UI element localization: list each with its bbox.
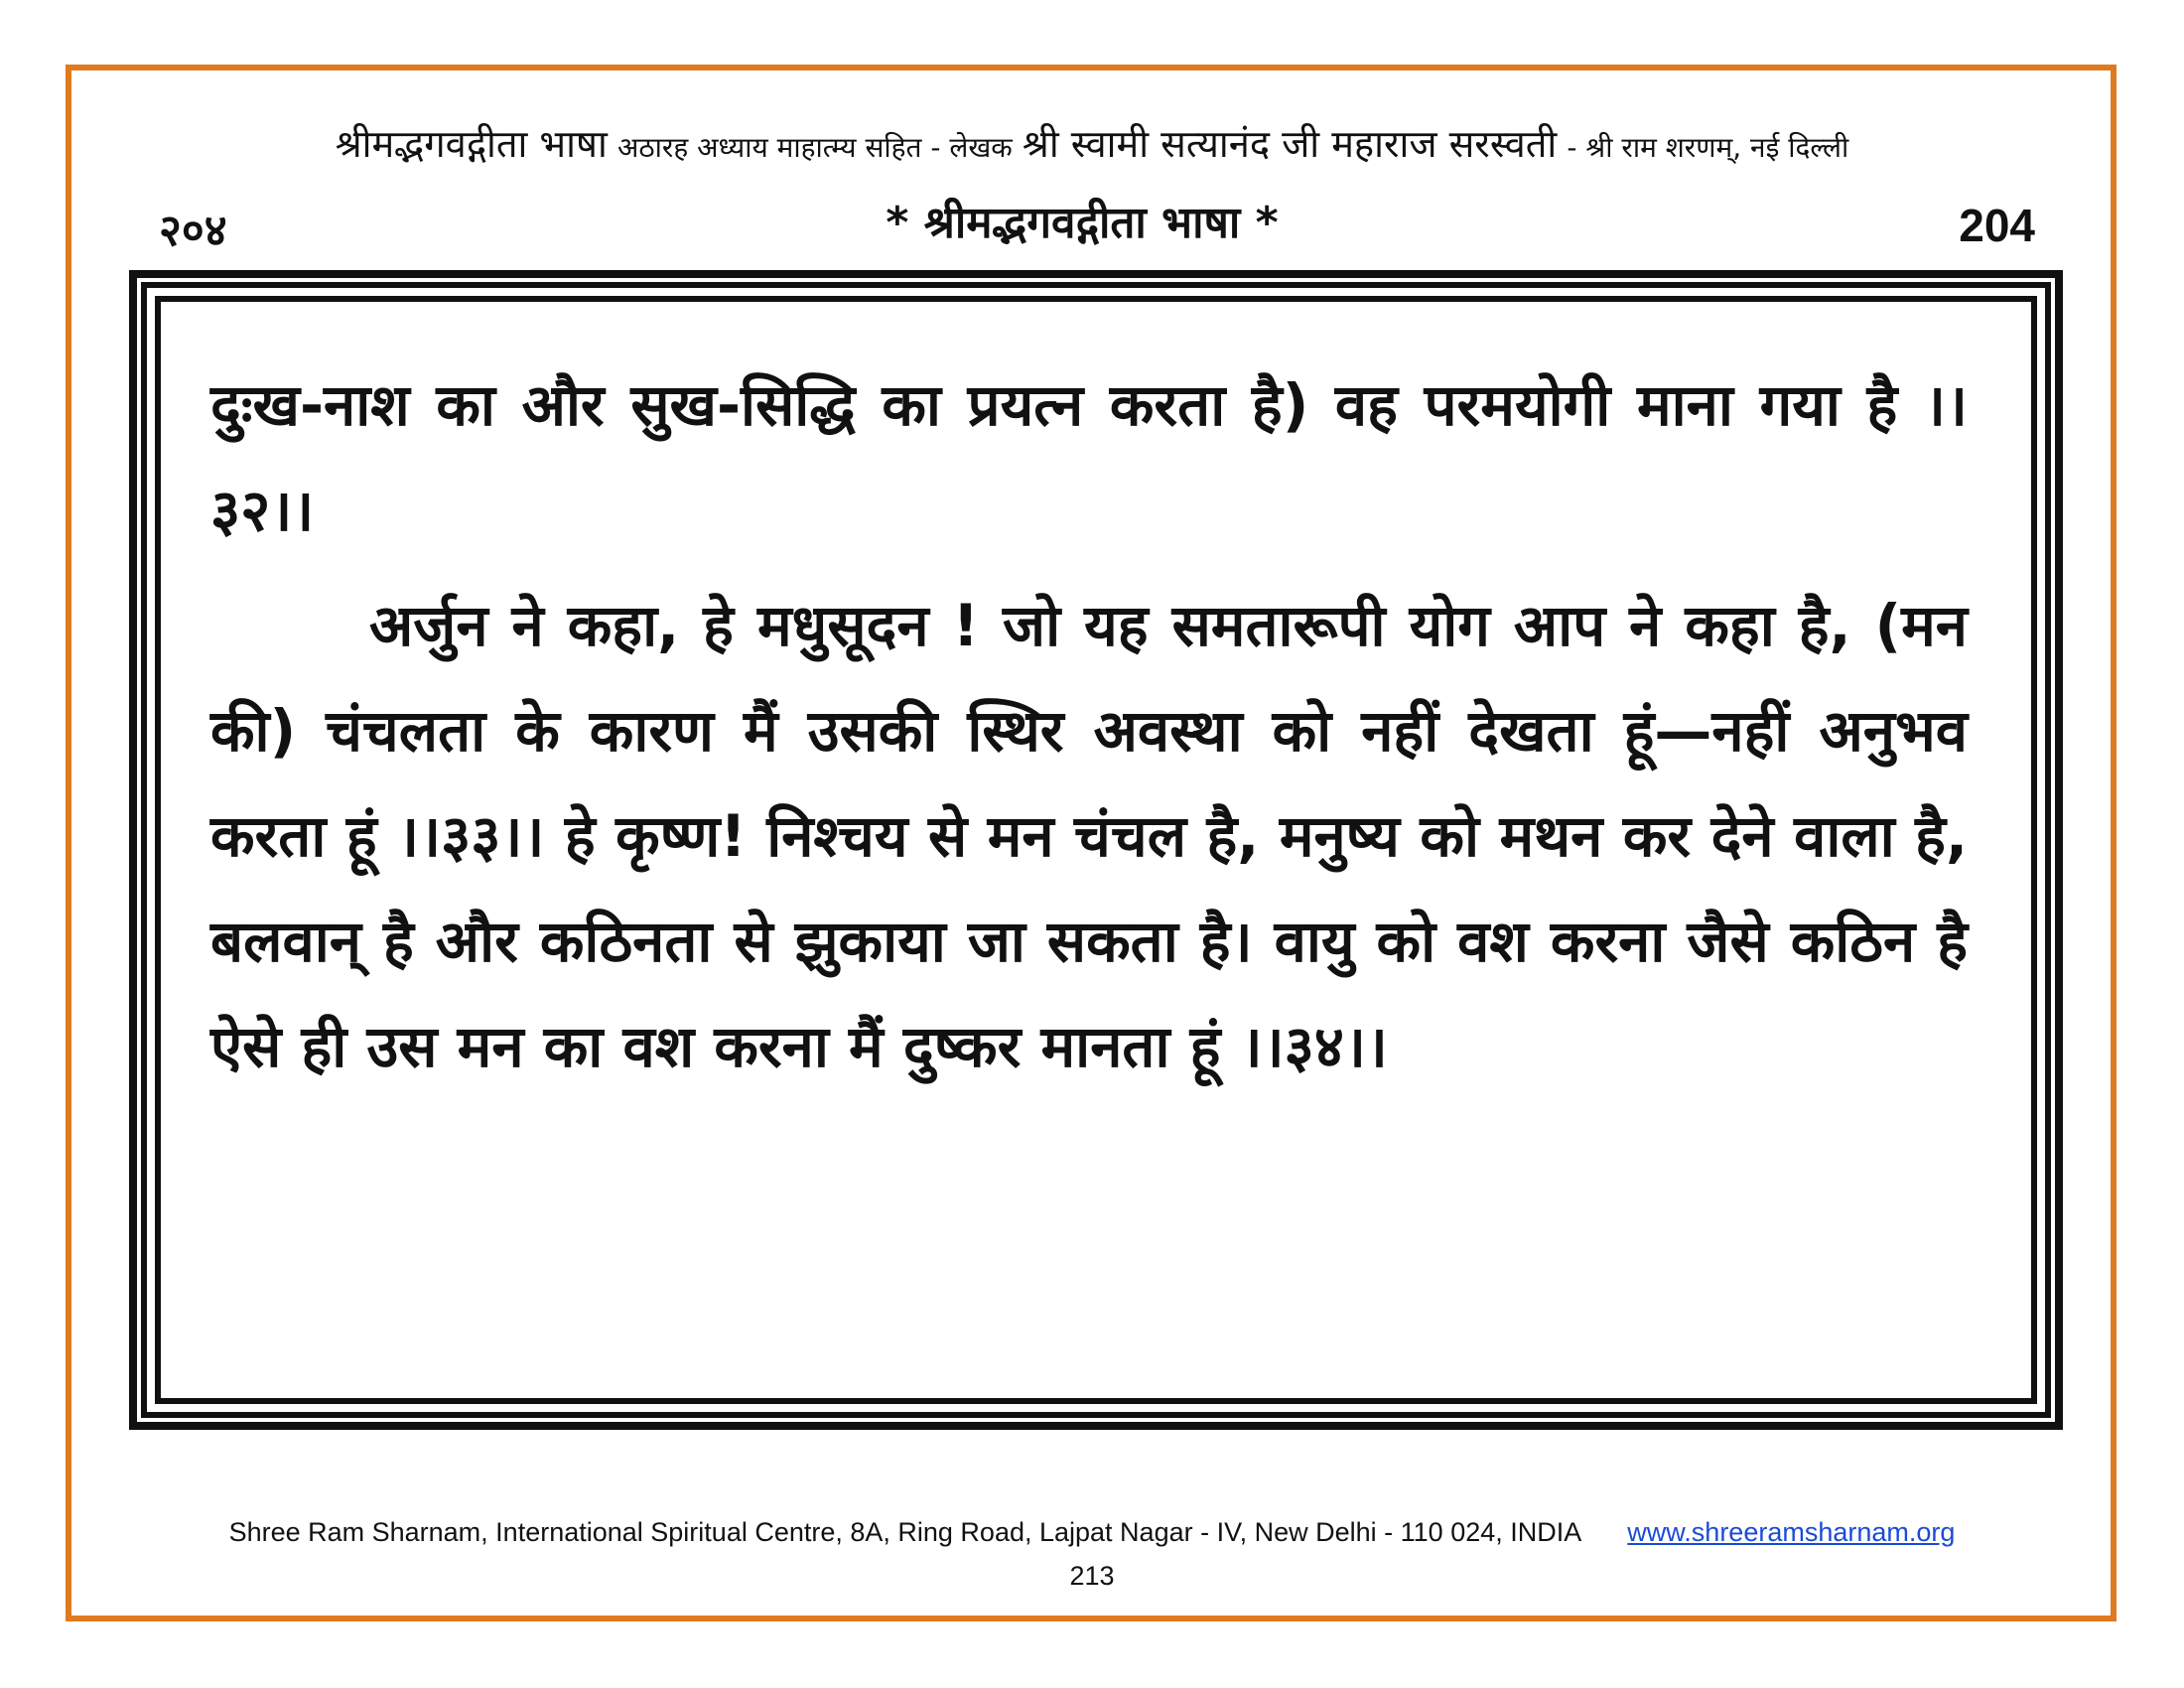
verse-paragraph: दुःख-नाश का और सुख-सिद्धि का प्रयत्न करता है) वह परमयोगी माना गया है ।।३२।। (210, 371, 1968, 544)
book-publisher: - श्री राम शरणम्, नई दिल्ली (1567, 131, 1849, 164)
book-title: श्रीमद्भगवद्गीता भाषा (335, 122, 608, 166)
website-link[interactable]: www.shreeramsharnam.org (1627, 1517, 1956, 1547)
verse-paragraph: अर्जुन ने कहा, हे मधुसूदन ! जो यह समतारूपी योग आप ने कहा है, (मन की) चंचलता के कारण मैं उसकी स्थिर अवस्था को नहीं देखता हूं—नहीं अनुभव करता हूं ।।३३।। हे कृष्ण! निश्चय से मन चंचल है, मनुष्य को मथन कर देने वाला है, बलवान् है और कठिनता से झुकाया जा सकता है। वायु को वश करना जैसे कठिन है ऐसे ही उस मन का वश करना मैं दुष्कर मानता हूं ।।३४।। (210, 592, 1968, 1080)
book-subtitle: अठारह अध्याय माहात्म्य सहित - लेखक (616, 131, 1013, 164)
book-header-line (119, 117, 2065, 169)
book-author: श्री स्वामी सत्यानंद जी महाराज सरस्वती (1022, 122, 1558, 166)
page-number: 204 (1959, 200, 2035, 251)
running-head: * श्रीमद्भगवद्गीता भाषा * (886, 198, 1279, 248)
pdf-page-number: 213 (1069, 1561, 1115, 1591)
verse-text-block (210, 352, 1968, 1099)
footer-address: Shree Ram Sharnam, International Spiritual Centre, 8A, Ring Road, Lajpat Nagar - IV, New Delhi - 110 024, INDIA (228, 1517, 1580, 1547)
page-number-devanagari: २०४ (159, 206, 227, 256)
footer-line (99, 1517, 2085, 1548)
